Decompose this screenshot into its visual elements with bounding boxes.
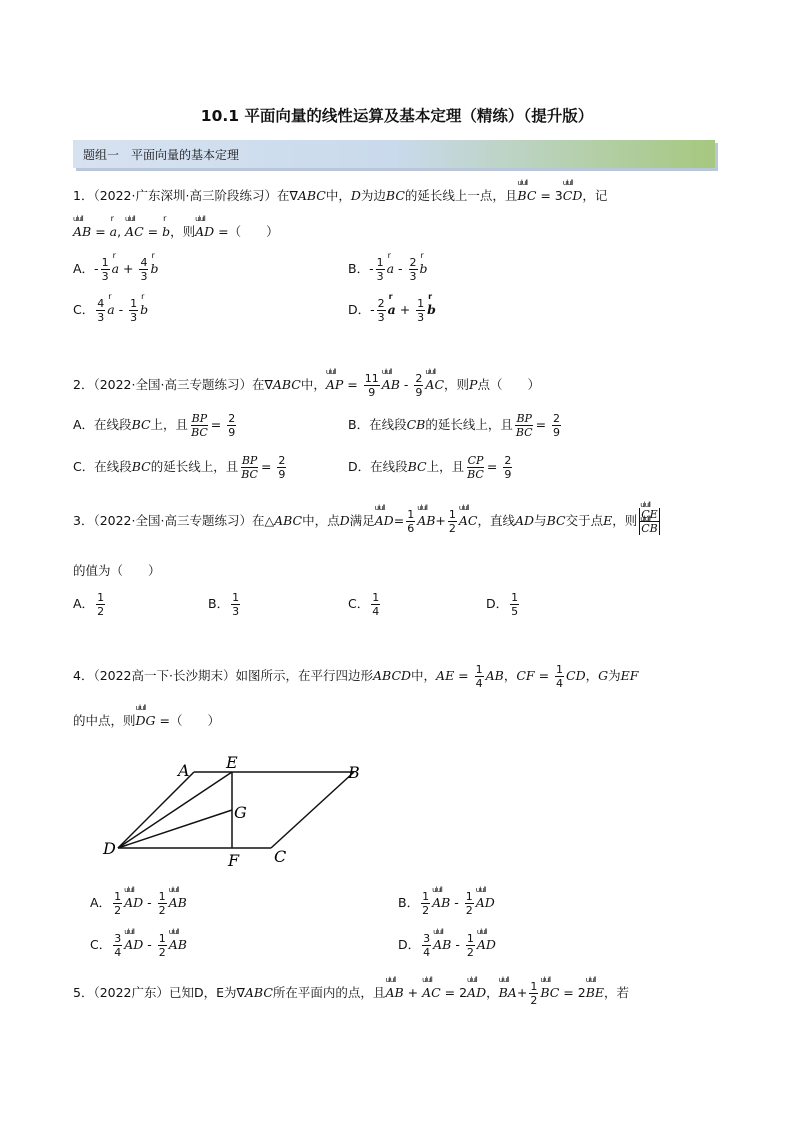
question-4-option-d[interactable]: D． $\frac{3}{4}$ ulull AB - $\frac{1}{2}$ ulull AD (398, 932, 496, 959)
question-4-option-a[interactable]: A． $\frac{1}{2}$ ulull AD - $\frac{1}{2}$ ulull AB (90, 890, 187, 917)
question-1-option-c[interactable]: C． $\frac{4}{3}$ r a - $\frac{1}{3}$ r b (73, 297, 148, 324)
question-2-stem: 2．（2022·全国·高三专题练习）在∇ABC中，ulull AP = $\frac{11}{9}$ ulull AB - $\frac{2}{9}$ ulull AC，则P点（ ） (73, 372, 540, 399)
question-1-stem-line2: ulull AB = r a, ulull AC = r b，则ulull AD =（ ） (73, 222, 279, 240)
label-c: C (274, 847, 287, 866)
question-2-option-c[interactable]: C．在线段BC的延长线上，且 $\frac{BP}{BC}$ = $\frac{2}{9}$ (73, 454, 286, 481)
question-1-option-a[interactable]: A．- $\frac{1}{3}$ r a + $\frac{4}{3}$ r b (73, 256, 158, 283)
parallelogram-figure (98, 752, 368, 872)
section-header (73, 140, 715, 168)
question-4-stem-line2: 的中点，则ulull DG =（ ） (73, 711, 220, 729)
label-b: B (348, 763, 360, 782)
question-3-option-a[interactable]: A． $\frac{1}{2}$ (73, 591, 105, 618)
label-a: A (178, 761, 190, 780)
label-g: G (234, 803, 247, 822)
label-f: F (228, 851, 240, 870)
question-2-option-a[interactable]: A．在线段BC上，且 $\frac{BP}{BC}$ = $\frac{2}{9}$ (73, 412, 236, 439)
question-4-option-c[interactable]: C． $\frac{3}{4}$ ulull AD - $\frac{1}{2}$ ulull AB (90, 932, 187, 959)
label-d: D (103, 839, 116, 858)
question-3-option-d[interactable]: D． $\frac{1}{5}$ (486, 591, 519, 618)
question-5-stem: 5．（2022广东）已知D，E为∇ABC所在平面内的点，且ulull AB + ulull AC = 2ulull AD，ulull BA+ $\frac{1}{2}$ ulull BC = 2ulull BE，若 (73, 980, 629, 1007)
page-title: 10.1 平面向量的线性运算及基本定理（精练）（提升版） (200, 107, 594, 125)
question-3-option-b[interactable]: B． $\frac{1}{3}$ (208, 591, 240, 618)
question-1-stem: 1．（2022·广东深圳·高三阶段练习）在∇ABC中，D为边BC的延长线上一点，且ulull BC = 3ulull CD，记 (73, 186, 607, 204)
question-3-stem-line2: 的值为（ ） (73, 563, 161, 578)
segment-dg (118, 810, 232, 848)
question-1-option-d[interactable]: D．- $\frac{2}{3}$ r a + $\frac{1}{3}$ r b (348, 297, 436, 324)
question-2-option-b[interactable]: B．在线段CB的延长线上，且 $\frac{BP}{BC}$ = $\frac{2}{9}$ (348, 412, 561, 439)
question-2-option-d[interactable]: D．在线段BC上，且 $\frac{CP}{BC}$ = $\frac{2}{9}$ (348, 454, 512, 481)
segment-de (118, 772, 232, 848)
question-3-stem: 3．（2022·全国·高三专题练习）在△ABC中，点D满足ulull AD= $\frac{1}{6}$ ulull AB+ $\frac{1}{2}$ ulull AC，直线AD与BC交于点E，则 ulull CE ulull CB (73, 508, 662, 535)
side-bc (271, 772, 354, 848)
side-da (118, 772, 194, 848)
question-3-option-c[interactable]: C． $\frac{1}{4}$ (348, 591, 380, 618)
question-4-stem: 4．（2022高一下·长沙期末）如图所示，在平行四边形ABCD中，AE = $\frac{1}{4}$ AB，CF = $\frac{1}{4}$ CD，G为EF (73, 663, 639, 690)
label-e: E (226, 753, 238, 772)
section-title: 题组一 平面向量的基本定理 (83, 148, 240, 162)
question-1-option-b[interactable]: B．- $\frac{1}{3}$ r a - $\frac{2}{3}$ r b (348, 256, 428, 283)
question-4-option-b[interactable]: B． $\frac{1}{2}$ ulull AB - $\frac{1}{2}$ ulull AD (398, 890, 495, 917)
